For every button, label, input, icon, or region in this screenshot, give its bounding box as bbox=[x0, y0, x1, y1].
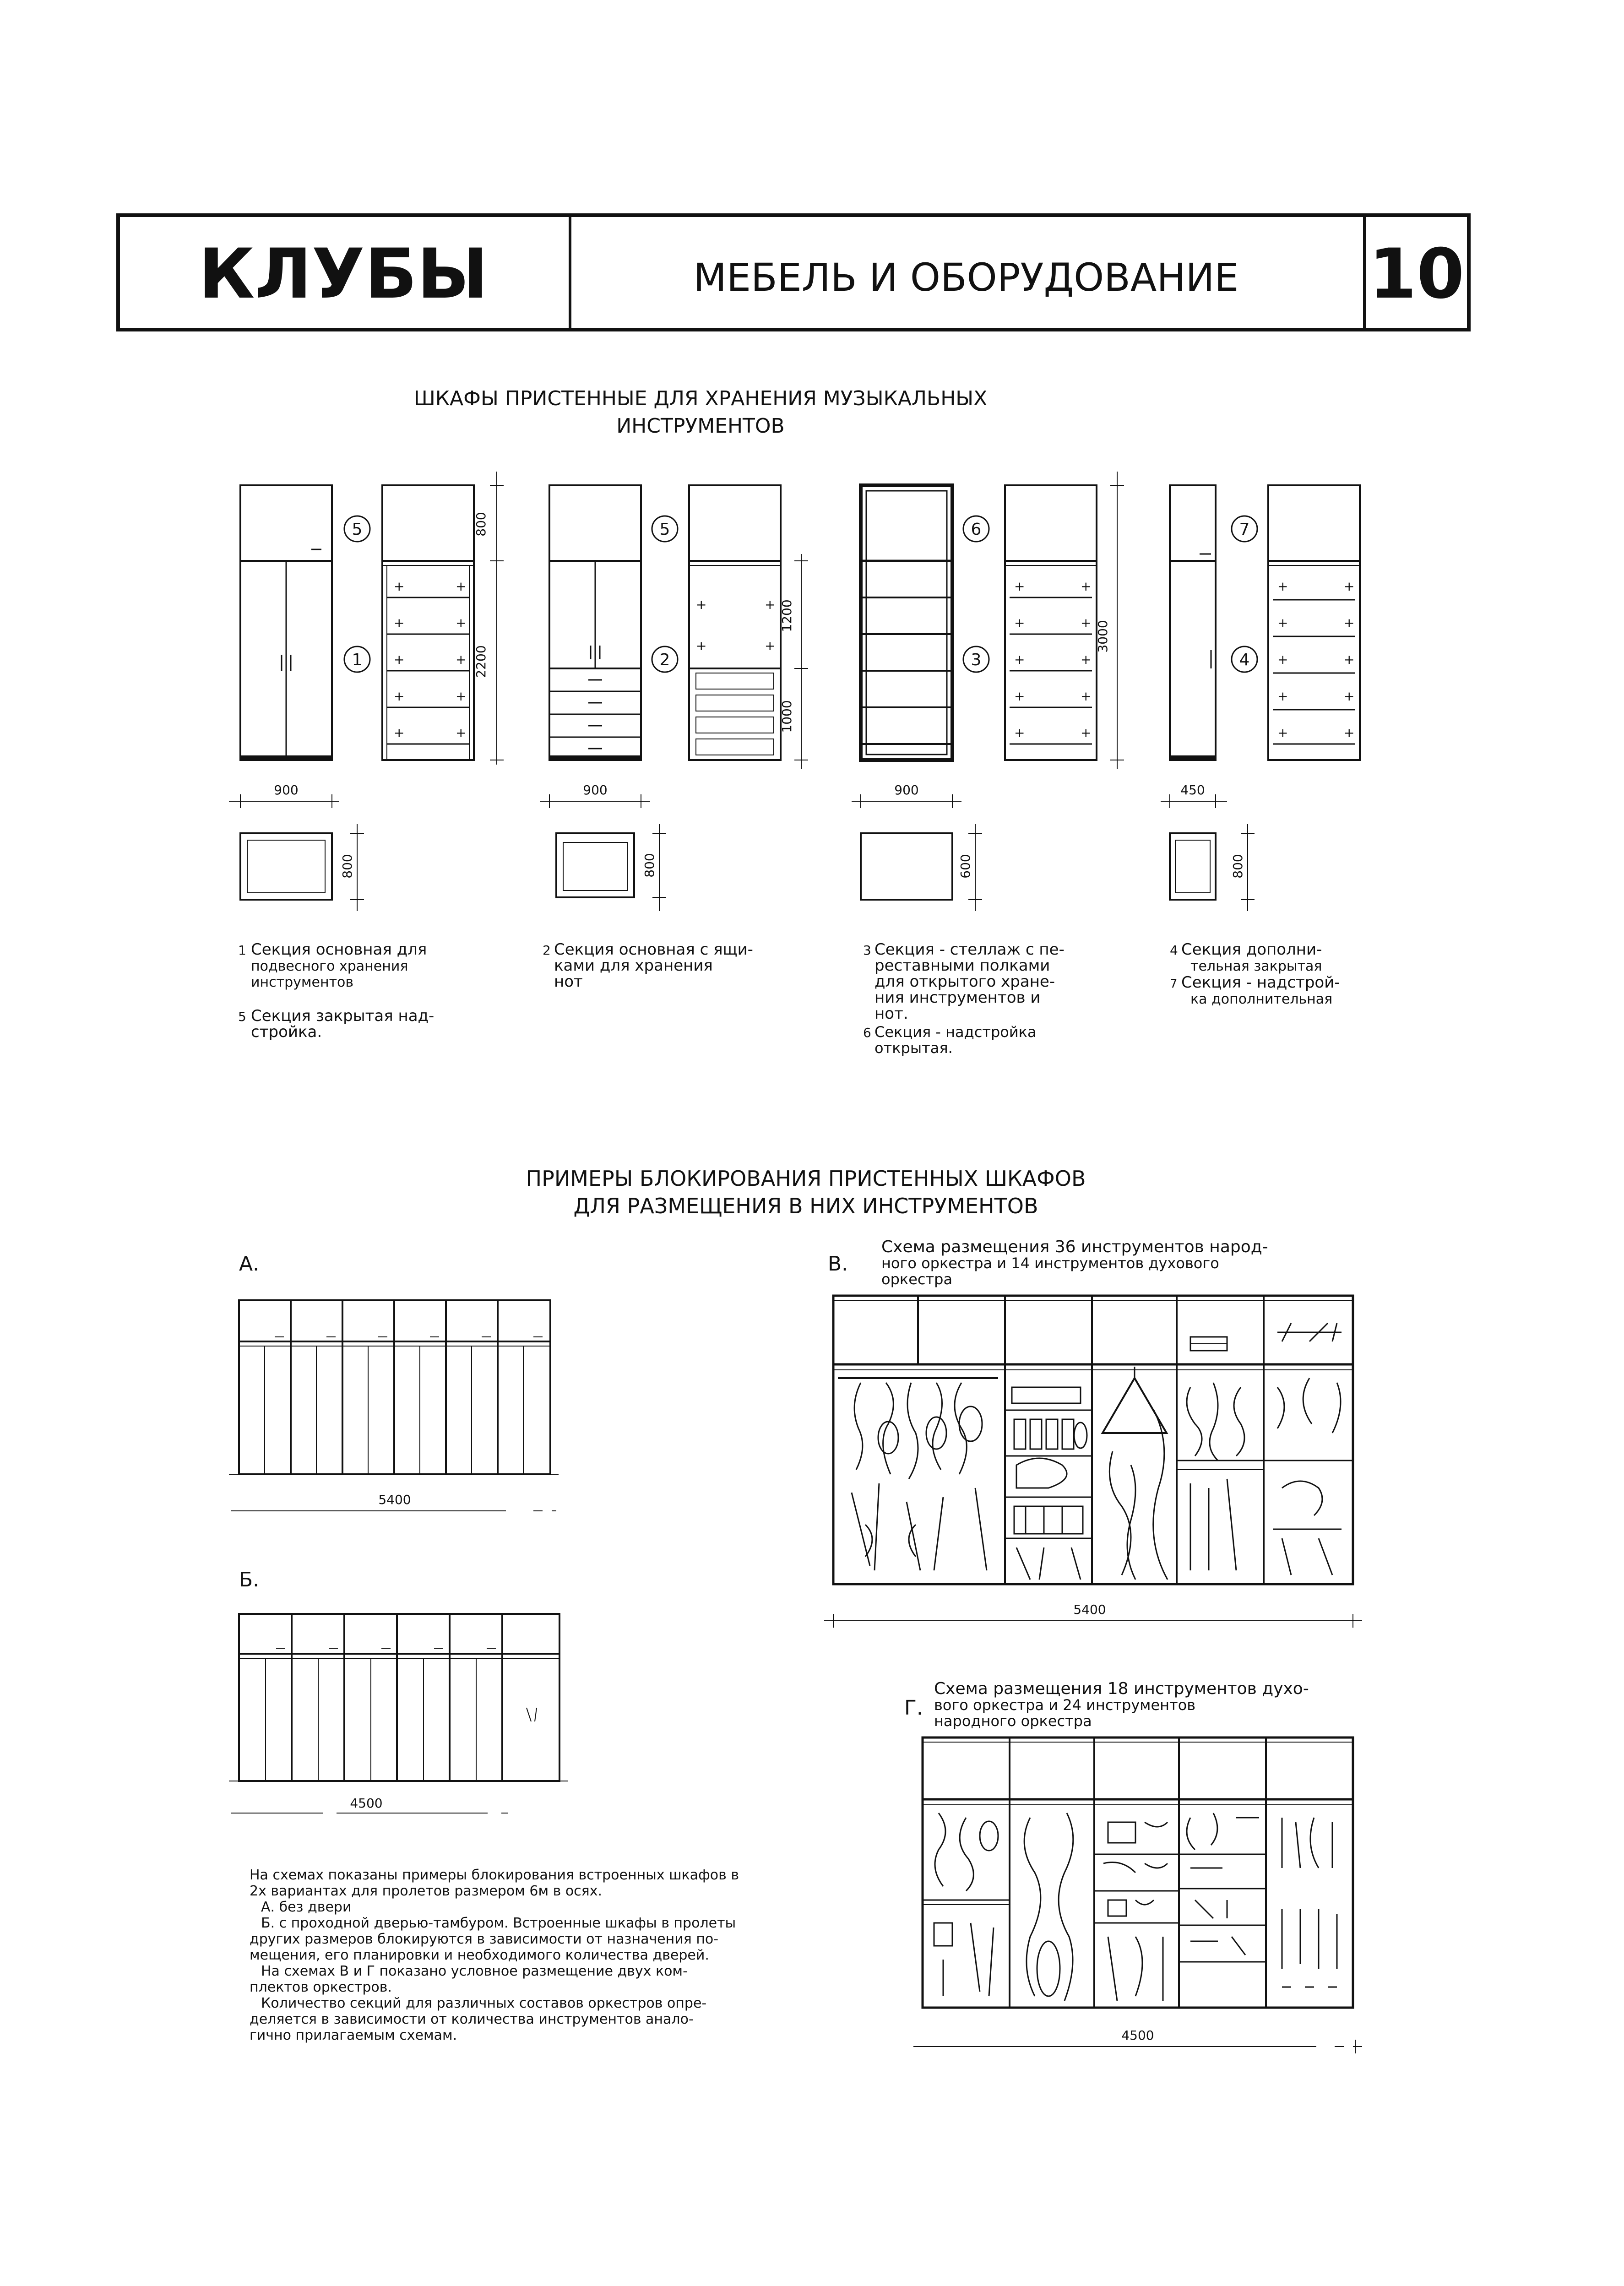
shelved-instruments bbox=[1012, 1387, 1087, 1580]
svg-text:+: + bbox=[456, 615, 467, 630]
svg-text:Секция - надстройка: Секция - надстройка bbox=[874, 1023, 1037, 1041]
svg-text:+: + bbox=[394, 689, 405, 704]
dimension-upper: 1200 bbox=[779, 599, 794, 632]
svg-text:мещения, его планировки и необ: мещения, его планировки и необходимого количества дверей. bbox=[250, 1947, 709, 1963]
svg-text:5: 5 bbox=[238, 1009, 246, 1024]
front-view-narrow bbox=[1170, 485, 1216, 761]
caption-4 bbox=[1170, 940, 1322, 974]
scheme-label: В. bbox=[828, 1252, 848, 1276]
svg-text:стройка.: стройка. bbox=[251, 1023, 322, 1041]
svg-text:3: 3 bbox=[863, 943, 871, 958]
svg-text:+: + bbox=[1344, 652, 1355, 667]
dimension-upper: 800 bbox=[473, 512, 489, 537]
svg-text:4: 4 bbox=[1170, 943, 1178, 958]
svg-text:ния инструментов и: ния инструментов и bbox=[874, 988, 1041, 1007]
caption-5 bbox=[238, 1007, 434, 1041]
svg-text:ками для хранения: ками для хранения bbox=[554, 956, 713, 975]
svg-text:гично прилагаемым схемам.: гично прилагаемым схемам. bbox=[250, 2027, 457, 2043]
svg-text:плектов оркестров.: плектов оркестров. bbox=[250, 1979, 392, 1995]
scheme-dimension: 5400 bbox=[378, 1492, 411, 1507]
svg-text:Секция - стеллаж с пе-: Секция - стеллаж с пе- bbox=[874, 940, 1065, 959]
svg-text:1: 1 bbox=[238, 943, 246, 958]
svg-text:+: + bbox=[1277, 689, 1288, 704]
scheme-dimension: 4500 bbox=[350, 1796, 383, 1811]
svg-text:деляется в зависимости от коли: деляется в зависимости от количества инструментов анало- bbox=[250, 2011, 694, 2027]
svg-text:+: + bbox=[1344, 725, 1355, 740]
title-block bbox=[118, 215, 1469, 330]
svg-text:+: + bbox=[765, 597, 776, 612]
caption-1 bbox=[238, 940, 427, 990]
scheme-b bbox=[229, 1568, 568, 1813]
svg-text:подвесного хранения: подвесного хранения bbox=[251, 958, 408, 974]
dimension-line-height bbox=[490, 472, 504, 765]
svg-text:+: + bbox=[1277, 615, 1288, 630]
scheme-caption-1: Схема размещения 36 инструментов народ- bbox=[881, 1238, 1268, 1256]
svg-text:+: + bbox=[1014, 725, 1025, 740]
hanging-instruments bbox=[852, 1383, 987, 1570]
dimension-line-height bbox=[1110, 472, 1124, 769]
svg-text:Секция дополни-: Секция дополни- bbox=[1181, 940, 1322, 959]
svg-text:+: + bbox=[456, 579, 467, 594]
blocking-title-2: ДЛЯ РАЗМЕЩЕНИЯ В НИХ ИНСТРУМЕНТОВ bbox=[573, 1194, 1038, 1218]
svg-text:для открытого хране-: для открытого хране- bbox=[874, 972, 1055, 991]
svg-text:А. без двери: А. без двери bbox=[261, 1899, 352, 1915]
section-view-drawers bbox=[689, 485, 781, 760]
svg-text:+: + bbox=[1344, 579, 1355, 594]
scheme-a bbox=[229, 1252, 559, 1511]
svg-text:+: + bbox=[1081, 725, 1092, 740]
badge-upper: 6 bbox=[971, 520, 982, 539]
badge-lower: 2 bbox=[659, 651, 670, 669]
scheme-caption-2: вого оркестра и 24 инструментов bbox=[934, 1696, 1196, 1714]
scheme-caption-1: Схема размещения 18 инструментов духо- bbox=[934, 1679, 1309, 1698]
svg-text:Секция закрытая над-: Секция закрытая над- bbox=[251, 1007, 435, 1025]
dimension-line-height bbox=[794, 554, 808, 769]
svg-text:+: + bbox=[456, 689, 467, 704]
svg-text:+: + bbox=[394, 652, 405, 667]
cabinet-group-2 bbox=[540, 485, 808, 991]
plan-depth: 800 bbox=[340, 854, 355, 879]
scheme-label: Б. bbox=[239, 1568, 260, 1591]
svg-text:ка дополнительная: ка дополнительная bbox=[1190, 991, 1333, 1007]
svg-text:+: + bbox=[1081, 689, 1092, 704]
svg-text:инструментов: инструментов bbox=[251, 974, 354, 990]
svg-text:2: 2 bbox=[543, 943, 551, 958]
plan-depth: 600 bbox=[958, 854, 973, 879]
blocking-title-1: ПРИМЕРЫ БЛОКИРОВАНИЯ ПРИСТЕННЫХ ШКАФОВ bbox=[526, 1166, 1086, 1191]
badge-upper: 5 bbox=[352, 520, 363, 539]
svg-text:+: + bbox=[394, 725, 405, 740]
svg-text:+: + bbox=[1344, 615, 1355, 630]
svg-text:2х вариантах для пролетов разм: 2х вариантах для пролетов размером 6м в осях. bbox=[250, 1883, 603, 1899]
svg-text:+: + bbox=[1344, 689, 1355, 704]
caption-2 bbox=[543, 940, 753, 991]
badge-upper: 5 bbox=[659, 520, 670, 539]
cabinet-group-4 bbox=[1161, 485, 1360, 1007]
dimension-lower: 1000 bbox=[779, 700, 794, 733]
section-view-narrow bbox=[1268, 485, 1360, 760]
page-number: 10 bbox=[1369, 234, 1465, 314]
svg-text:Секция основная с ящи-: Секция основная с ящи- bbox=[554, 940, 753, 959]
svg-text:6: 6 bbox=[863, 1025, 871, 1040]
svg-text:тельная закрытая: тельная закрытая bbox=[1190, 958, 1322, 974]
svg-text:Б. с проходной дверью-тамбуром: Б. с проходной дверью-тамбуром. Встроенные шкафы в пролеты bbox=[261, 1915, 736, 1931]
svg-text:нот: нот bbox=[554, 972, 583, 991]
scheme-caption-2: ного оркестра и 14 инструментов духового bbox=[881, 1254, 1219, 1272]
stored-instruments bbox=[934, 1813, 1337, 2001]
svg-text:+: + bbox=[1277, 579, 1288, 594]
svg-text:+: + bbox=[1277, 652, 1288, 667]
front-view-drawers bbox=[549, 485, 641, 761]
notes bbox=[250, 1867, 739, 2043]
svg-text:+: + bbox=[765, 638, 776, 653]
caption-6 bbox=[863, 1023, 1037, 1057]
cabinet-group-3 bbox=[852, 472, 1124, 1057]
svg-text:+: + bbox=[394, 579, 405, 594]
scheme-dimension: 5400 bbox=[1073, 1602, 1106, 1617]
caption-3 bbox=[863, 940, 1065, 1023]
wall-cabinets-title-2: ИНСТРУМЕНТОВ bbox=[616, 414, 785, 438]
svg-text:+: + bbox=[1081, 579, 1092, 594]
svg-text:других размеров блокируются в: других размеров блокируются в зависимости от назначения по- bbox=[250, 1931, 719, 1947]
badge-lower: 3 bbox=[971, 651, 982, 669]
svg-text:нот.: нот. bbox=[874, 1005, 908, 1023]
svg-text:+: + bbox=[696, 597, 707, 612]
plan-depth: 800 bbox=[642, 853, 657, 878]
subject-title: МЕБЕЛЬ И ОБОРУДОВАНИЕ bbox=[693, 255, 1239, 300]
svg-text:+: + bbox=[456, 652, 467, 667]
dimension-height: 3000 bbox=[1095, 620, 1110, 653]
badge-lower: 4 bbox=[1239, 651, 1250, 669]
svg-text:На схемах показаны примеры бло: На схемах показаны примеры блокирования встроенных шкафов в bbox=[250, 1867, 739, 1883]
svg-text:+: + bbox=[1081, 652, 1092, 667]
svg-text:+: + bbox=[394, 615, 405, 630]
scheme-g bbox=[904, 1679, 1362, 2053]
dimension-width: 450 bbox=[1180, 782, 1205, 798]
dimension-width: 900 bbox=[894, 782, 919, 798]
front-view-open-shelving bbox=[861, 485, 952, 760]
svg-text:+: + bbox=[1277, 725, 1288, 740]
section-title: КЛУБЫ bbox=[198, 234, 489, 314]
svg-text:+: + bbox=[1081, 615, 1092, 630]
svg-text:открытая.: открытая. bbox=[874, 1039, 953, 1057]
scheme-caption-3: народного оркестра bbox=[934, 1712, 1092, 1730]
svg-text:+: + bbox=[456, 725, 467, 740]
dimension-lower: 2200 bbox=[473, 645, 489, 678]
cabinet-group-1 bbox=[229, 472, 504, 1041]
svg-text:+: + bbox=[1014, 579, 1025, 594]
svg-text:Секция основная для: Секция основная для bbox=[251, 940, 427, 959]
scheme-label: А. bbox=[239, 1252, 260, 1276]
dimension-width: 900 bbox=[583, 782, 608, 798]
front-view-closed bbox=[240, 485, 332, 761]
wall-cabinets-title-1: ШКАФЫ ПРИСТЕННЫЕ ДЛЯ ХРАНЕНИЯ МУЗЫКАЛЬНЫХ bbox=[413, 387, 988, 410]
svg-text:7: 7 bbox=[1170, 977, 1178, 991]
dimension-width: 900 bbox=[274, 782, 299, 798]
svg-text:+: + bbox=[696, 638, 707, 653]
section-view-shelving bbox=[1005, 485, 1097, 760]
caption-7 bbox=[1170, 973, 1340, 1007]
svg-text:Секция - надстрой-: Секция - надстрой- bbox=[1181, 973, 1340, 992]
badge-upper: 7 bbox=[1239, 520, 1250, 539]
badge-lower: 1 bbox=[352, 651, 363, 669]
scheme-label: Г. bbox=[904, 1696, 923, 1720]
svg-text:+: + bbox=[1014, 689, 1025, 704]
section-view-open bbox=[382, 485, 474, 760]
svg-text:реставными полками: реставными полками bbox=[874, 956, 1050, 975]
scheme-v bbox=[824, 1238, 1362, 1628]
scheme-dimension: 4500 bbox=[1121, 2028, 1154, 2043]
svg-text:Количество секций для различны: Количество секций для различных составов оркестров опре- bbox=[261, 1995, 707, 2011]
brass-instruments bbox=[1103, 1367, 1168, 1580]
plan-depth: 800 bbox=[1230, 854, 1245, 879]
scheme-caption-3: оркестра bbox=[881, 1271, 953, 1288]
svg-text:На схемах В и Г показано услов: На схемах В и Г показано условное размещение двух ком- bbox=[261, 1963, 688, 1979]
svg-text:+: + bbox=[1014, 615, 1025, 630]
svg-text:+: + bbox=[1014, 652, 1025, 667]
